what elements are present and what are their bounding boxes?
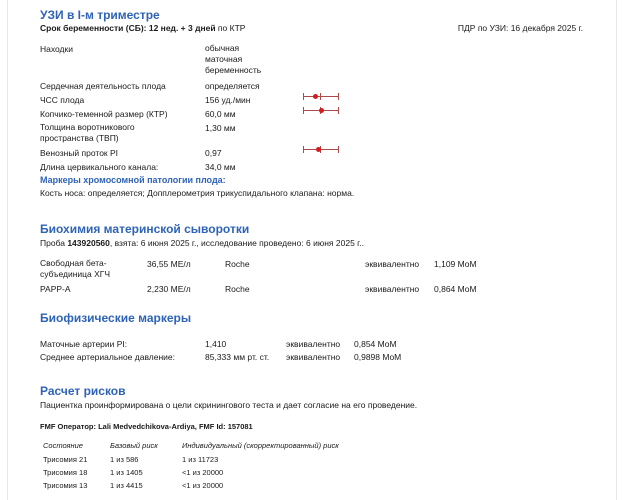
markers-title: Маркеры хромосомной патологии плода: bbox=[40, 175, 226, 185]
gestational-age bbox=[40, 23, 245, 33]
ductus-venosus-marker bbox=[316, 147, 321, 152]
uterine-pi-equivalent: эквивалентно bbox=[286, 339, 341, 349]
ductus-venosus-range bbox=[303, 145, 339, 154]
map-value: 85,333 мм рт. ст. bbox=[205, 352, 270, 362]
hcg-equivalent: эквивалентно bbox=[365, 259, 420, 269]
ultrasound-section-title: УЗИ в I-м триместре bbox=[40, 8, 160, 22]
uterine-pi-value: 1,410 bbox=[205, 339, 227, 349]
ductus-venosus-value: 0,97 bbox=[205, 148, 222, 158]
pappa-value: 2,230 МЕ/л bbox=[147, 284, 191, 294]
risk-header-individual: Индивидуальный (скорректированный) риск bbox=[182, 441, 339, 450]
heart-activity-value: определяется bbox=[205, 81, 260, 91]
cervical-length-value: 34,0 мм bbox=[205, 162, 236, 172]
crl-marker bbox=[319, 108, 324, 113]
gestational-age-value: Срок беременности (СБ): 12 нед. + 3 дней bbox=[40, 23, 216, 33]
sample-id: 143920560 bbox=[67, 238, 110, 248]
uterine-pi-mom: 0,854 MoM bbox=[354, 339, 397, 349]
risk-row-t13-base: 1 из 4415 bbox=[110, 481, 143, 490]
risk-row-t13-condition: Трисомия 13 bbox=[43, 481, 88, 490]
due-date: ПДР по УЗИ: 16 декабря 2025 г. bbox=[457, 23, 583, 33]
map-mom: 0,9898 MoM bbox=[354, 352, 402, 362]
sample-prefix: Проба bbox=[40, 238, 68, 248]
ductus-venosus-label: Венозный проток PI bbox=[40, 148, 119, 158]
uterine-pi-label: Маточные артерии PI: bbox=[40, 339, 128, 349]
fetal-heart-rate-range bbox=[303, 92, 339, 101]
hcg-lab: Roche bbox=[225, 259, 250, 269]
risk-row-t21-individual: 1 из 11723 bbox=[182, 455, 219, 464]
operator-info: FMF Оператор: Lali Medvedchikova-Ardiya, FMF Id: 157081 bbox=[40, 422, 253, 431]
nt-value: 1,30 мм bbox=[205, 123, 236, 133]
nt-label: Толщина воротникового пространства (ТВП) bbox=[40, 122, 135, 143]
fetal-heart-rate-value: 156 уд./мин bbox=[205, 95, 251, 105]
hcg-label: Свободная бета-субъединица ХГЧ bbox=[40, 258, 111, 279]
crl-label: Копчико-теменной размер (КТР) bbox=[40, 109, 168, 119]
risk-row-t13-individual: <1 из 20000 bbox=[182, 481, 224, 490]
risk-section-title: Расчет рисков bbox=[40, 384, 126, 398]
risk-row-t18-base: 1 из 1405 bbox=[110, 468, 143, 477]
sample-dates: , взята: 6 июня 2025 г., исследование проведено: 6 июня 2025 г.. bbox=[109, 238, 364, 248]
report-page bbox=[8, 0, 616, 500]
hcg-mom: 1,109 MoM bbox=[434, 259, 477, 269]
risk-header-condition: Состояние bbox=[43, 441, 83, 450]
map-label: Среднее артериальное давление: bbox=[40, 352, 175, 362]
risk-row-t18-condition: Трисомия 18 bbox=[43, 468, 88, 477]
findings-value: обычная маточная беременность bbox=[205, 43, 262, 75]
fetal-heart-rate-marker bbox=[313, 94, 318, 99]
cervical-length-label: Длина цервикального канала: bbox=[40, 162, 159, 172]
heart-activity-label: Сердечная деятельность плода bbox=[40, 81, 166, 91]
risk-row-t21-condition: Трисомия 21 bbox=[43, 455, 88, 464]
crl-value: 60,0 мм bbox=[205, 109, 236, 119]
crl-range bbox=[303, 106, 339, 115]
hcg-value: 36,55 МЕ/л bbox=[147, 259, 191, 269]
risk-row-t21-base: 1 из 586 bbox=[110, 455, 139, 464]
pappa-label: PAPP-A bbox=[40, 284, 71, 294]
markers-text: Кость носа: определяется; Допплерометрия трикуспидального клапана: норма. bbox=[40, 188, 355, 198]
map-equivalent: эквивалентно bbox=[286, 352, 341, 362]
biophysical-section-title: Биофизические маркеры bbox=[40, 311, 192, 325]
risk-row-t18-individual: <1 из 20000 bbox=[182, 468, 224, 477]
fetal-heart-rate-label: ЧСС плода bbox=[40, 95, 85, 105]
sample-info bbox=[40, 238, 364, 248]
pappa-equivalent: эквивалентно bbox=[365, 284, 420, 294]
pappa-lab: Roche bbox=[225, 284, 250, 294]
risk-header-base: Базовый риск bbox=[110, 441, 158, 450]
consent-text: Пациентка проинформирована о цели скринингового теста и дает согласие на его проведение. bbox=[40, 400, 418, 410]
biochemistry-section-title: Биохимия материнской сыворотки bbox=[40, 222, 250, 236]
findings-label: Находки bbox=[40, 44, 73, 54]
pappa-mom: 0,864 MoM bbox=[434, 284, 477, 294]
gestational-age-basis: по КТР bbox=[215, 23, 246, 33]
